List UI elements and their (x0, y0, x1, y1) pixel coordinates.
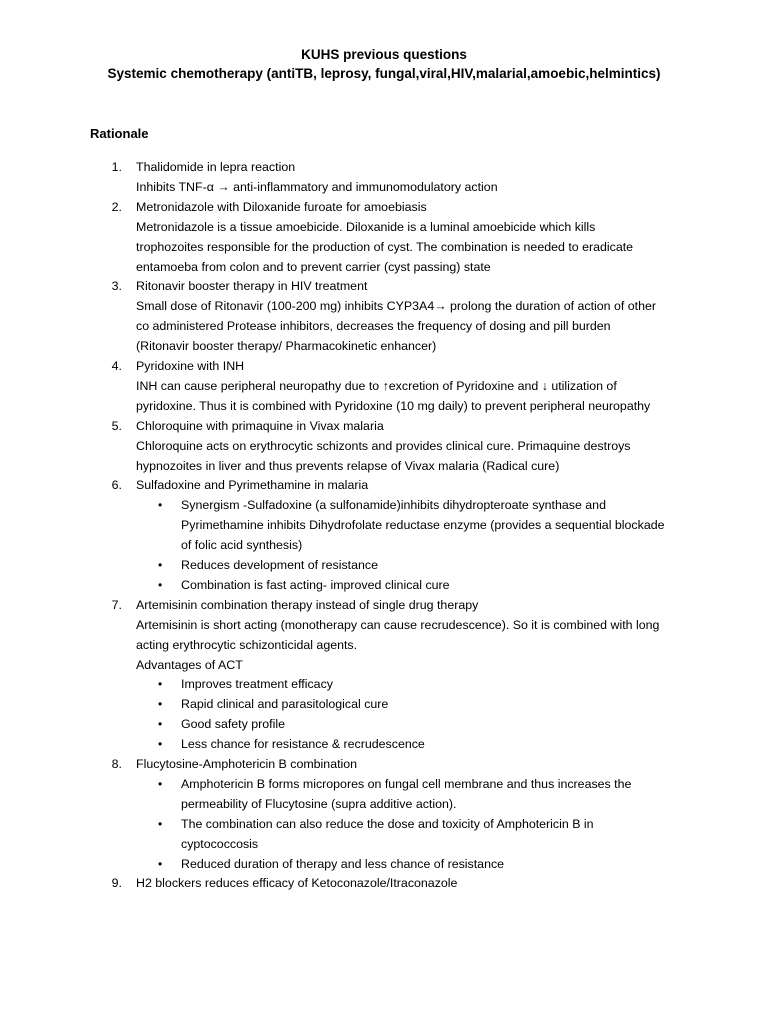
bullet-icon: • (158, 558, 163, 572)
bullet-text: Rapid clinical and parasitological cure (181, 697, 389, 712)
list-item-number: 1. (111, 160, 122, 174)
bullet-icon: • (158, 816, 163, 831)
list-item-text: (Ritonavir booster therapy/ Pharmacokinetic enhancer) (136, 339, 437, 354)
list-item-number: 7. (111, 597, 122, 612)
list-item-number: 9. (111, 876, 122, 891)
bullet-text: Pyrimethamine inhibits Dihydrofolate reductase enzyme (provides a sequential blockade (181, 518, 665, 533)
list-item-number: 5. (111, 418, 122, 433)
list-item-text: acting erythrocytic schizonticidal agents. (136, 637, 358, 652)
list-item-text: hypnozoites in liver and thus prevents relapse of Vivax malaria (Radical cure) (136, 458, 560, 473)
list-item-number: 8. (111, 757, 122, 771)
list-item-text: trophozoites responsible for the production of cyst. The combination is needed to eradicate (136, 239, 634, 254)
list-item-text: entamoeba from colon and to prevent carrier (cyst passing) state (136, 259, 491, 274)
bullet-icon: • (158, 717, 163, 732)
list-item-text: Advantages of ACT (136, 657, 243, 672)
bullet-text: Reduces development of resistance (181, 558, 378, 572)
list-item-heading: Artemisinin combination therapy instead of single drug therapy (136, 597, 479, 612)
bullet-text: Reduced duration of therapy and less chance of resistance (181, 856, 505, 871)
list-item-heading: Ritonavir booster therapy in HIV treatment (136, 279, 368, 294)
bullet-text: Combination is fast acting- improved clinical cure (181, 577, 450, 592)
list-item-heading: Thalidomide in lepra reaction (136, 160, 296, 174)
list-item-number: 6. (111, 478, 122, 493)
bullet-text: Synergism -Sulfadoxine (a sulfonamide)inhibits dihydropteroate synthase and (181, 498, 606, 513)
list-item-text: Chloroquine acts on erythrocytic schizonts and provides clinical cure. Primaquine destroys (136, 438, 631, 453)
bullet-icon: • (158, 776, 163, 791)
section-heading: Rationale (90, 126, 149, 141)
bullet-text: Amphotericin B forms micropores on fungal cell membrane and thus increases the (181, 776, 632, 791)
list-item-heading: Chloroquine with primaquine in Vivax malaria (136, 418, 384, 433)
bullet-text: of folic acid synthesis) (181, 538, 303, 553)
bullet-icon: • (158, 577, 163, 592)
list-item-heading: Sulfadoxine and Pyrimethamine in malaria (136, 478, 369, 493)
bullet-icon: • (158, 677, 163, 692)
bullet-text: Good safety profile (181, 717, 286, 732)
list-item-text: pyridoxine. Thus it is combined with Pyridoxine (10 mg daily) to prevent peripheral neuropathy (136, 398, 651, 413)
list-item-heading: Metronidazole with Diloxanide furoate for amoebiasis (136, 199, 427, 214)
list-item-text: Inhibits TNF-α → anti-inflammatory and immunomodulatory action (136, 179, 498, 194)
document-title: KUHS previous questions (301, 47, 467, 62)
list-item-heading: Flucytosine-Amphotericin B combination (136, 757, 358, 771)
bullet-text: permeability of Flucytosine (supra additive action). (181, 796, 457, 811)
bullet-icon: • (158, 737, 163, 752)
list-item-heading: Pyridoxine with INH (136, 359, 245, 373)
list-item-number: 4. (111, 359, 122, 373)
list-item-number: 2. (111, 199, 122, 214)
bullet-text: Improves treatment efficacy (181, 677, 333, 692)
list-item-text: Small dose of Ritonavir (100-200 mg) inhibits CYP3A4→ prolong the duration of action of other (136, 299, 657, 314)
bullet-icon: • (158, 856, 163, 871)
document-subtitle: Systemic chemotherapy (antiTB, leprosy, fungal,viral,HIV,malarial,amoebic,helmintics) (107, 66, 661, 81)
list-item-number: 3. (111, 279, 122, 294)
bullet-text: Less chance for resistance & recrudescence (181, 737, 425, 752)
bullet-text: cyptococcosis (181, 836, 259, 851)
list-item-text: Artemisinin is short acting (monotherapy can cause recrudescence). So it is combined with long (136, 617, 660, 632)
list-item-heading: H2 blockers reduces efficacy of Ketoconazole/Itraconazole (136, 876, 458, 891)
bullet-icon: • (158, 697, 163, 712)
list-item-text: INH can cause peripheral neuropathy due to ↑excretion of Pyridoxine and ↓ utilization of (136, 378, 617, 393)
list-item-text: Metronidazole is a tissue amoebicide. Diloxanide is a luminal amoebicide which kills (136, 219, 596, 234)
bullet-text: The combination can also reduce the dose and toxicity of Amphotericin B in (181, 816, 594, 831)
list-item-text: co administered Protease inhibitors, decreases the frequency of dosing and pill burden (136, 319, 611, 334)
bullet-icon: • (158, 498, 163, 513)
